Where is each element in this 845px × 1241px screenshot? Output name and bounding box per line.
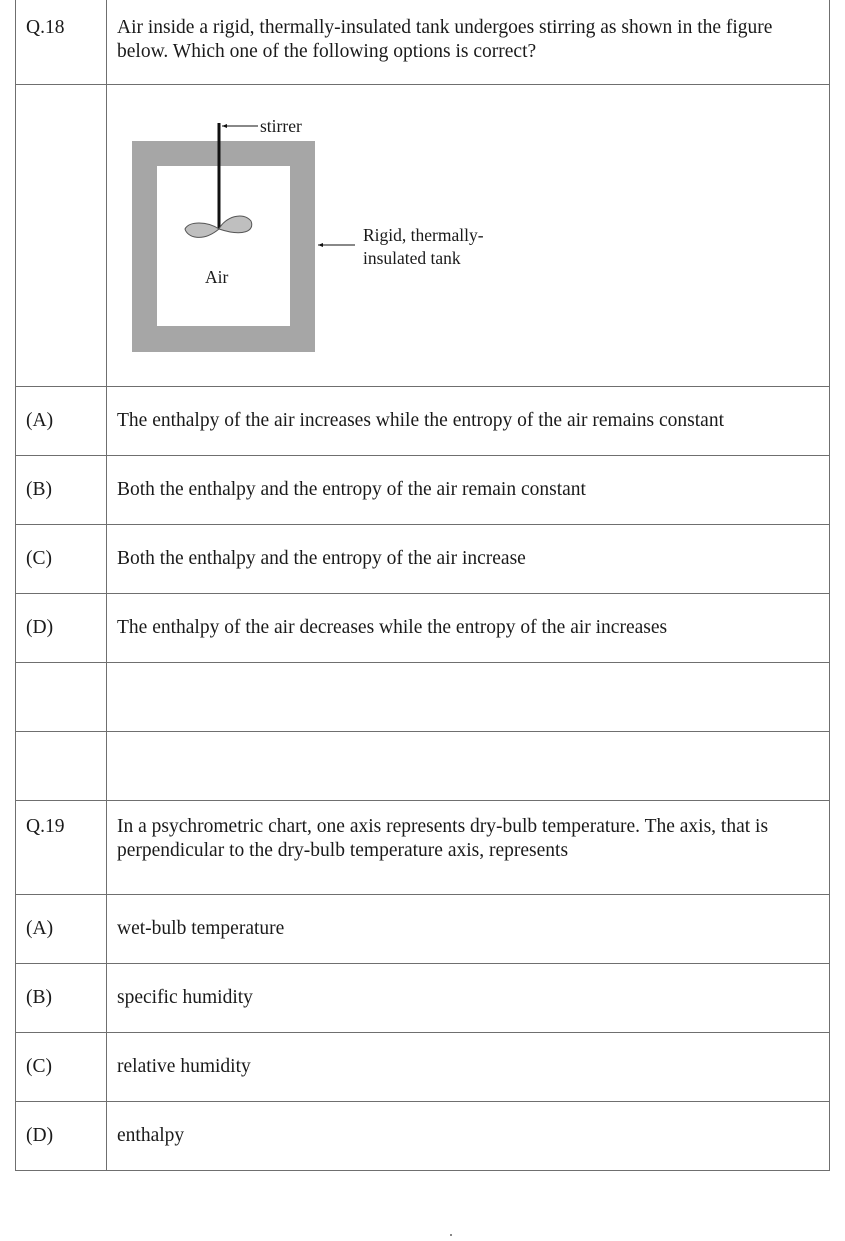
blank-row [16, 663, 830, 732]
option-text: Both the enthalpy and the entropy of the air increase [107, 525, 830, 594]
empty-cell [107, 732, 830, 801]
stirrer-arrowhead [222, 124, 227, 128]
option-text: specific humidity [107, 964, 830, 1033]
option-text: Both the enthalpy and the entropy of the air remain constant [107, 456, 830, 525]
option-text: The enthalpy of the air increases while the entropy of the air remains constant [107, 387, 830, 456]
option-row-c [16, 525, 830, 594]
option-row-d [16, 1102, 830, 1171]
figure-row [16, 85, 830, 387]
option-label: (B) [16, 964, 107, 1033]
option-label: (C) [16, 525, 107, 594]
stirrer-label: stirrer [260, 116, 302, 136]
page-mark [450, 1234, 452, 1236]
option-text: relative humidity [107, 1033, 830, 1102]
question-table [15, 0, 830, 1171]
option-label: (B) [16, 456, 107, 525]
option-text: The enthalpy of the air decreases while the entropy of the air increases [107, 594, 830, 663]
question-text: In a psychrometric chart, one axis represents dry-bulb temperature. The axis, that is perpendicular to the dry-bulb temperature axis, represents [107, 801, 830, 895]
tank-label-line1: Rigid, thermally- [363, 225, 484, 245]
air-label: Air [205, 267, 229, 287]
tank-label-line2: insulated tank [363, 248, 461, 268]
tank-arrowhead [318, 243, 323, 247]
option-text: enthalpy [107, 1102, 830, 1171]
figure-cell [107, 85, 830, 387]
empty-cell [16, 732, 107, 801]
empty-cell [16, 85, 107, 387]
option-label: (C) [16, 1033, 107, 1102]
tank-interior [157, 166, 290, 326]
empty-cell [107, 663, 830, 732]
option-row-a [16, 387, 830, 456]
question-number: Q.18 [16, 0, 107, 85]
tank-figure [107, 85, 527, 385]
option-row-d [16, 594, 830, 663]
question-row-q18 [16, 0, 830, 85]
option-text: wet-bulb temperature [107, 895, 830, 964]
question-number: Q.19 [16, 801, 107, 895]
option-label: (D) [16, 1102, 107, 1171]
option-row-c [16, 1033, 830, 1102]
option-row-b [16, 456, 830, 525]
option-row-a [16, 895, 830, 964]
question-text: Air inside a rigid, thermally-insulated tank undergoes stirring as shown in the figure below. Which one of the following options is correct? [107, 0, 830, 85]
empty-cell [16, 663, 107, 732]
option-row-b [16, 964, 830, 1033]
blank-row [16, 732, 830, 801]
option-label: (A) [16, 895, 107, 964]
option-label: (A) [16, 387, 107, 456]
option-label: (D) [16, 594, 107, 663]
question-row-q19 [16, 801, 830, 895]
